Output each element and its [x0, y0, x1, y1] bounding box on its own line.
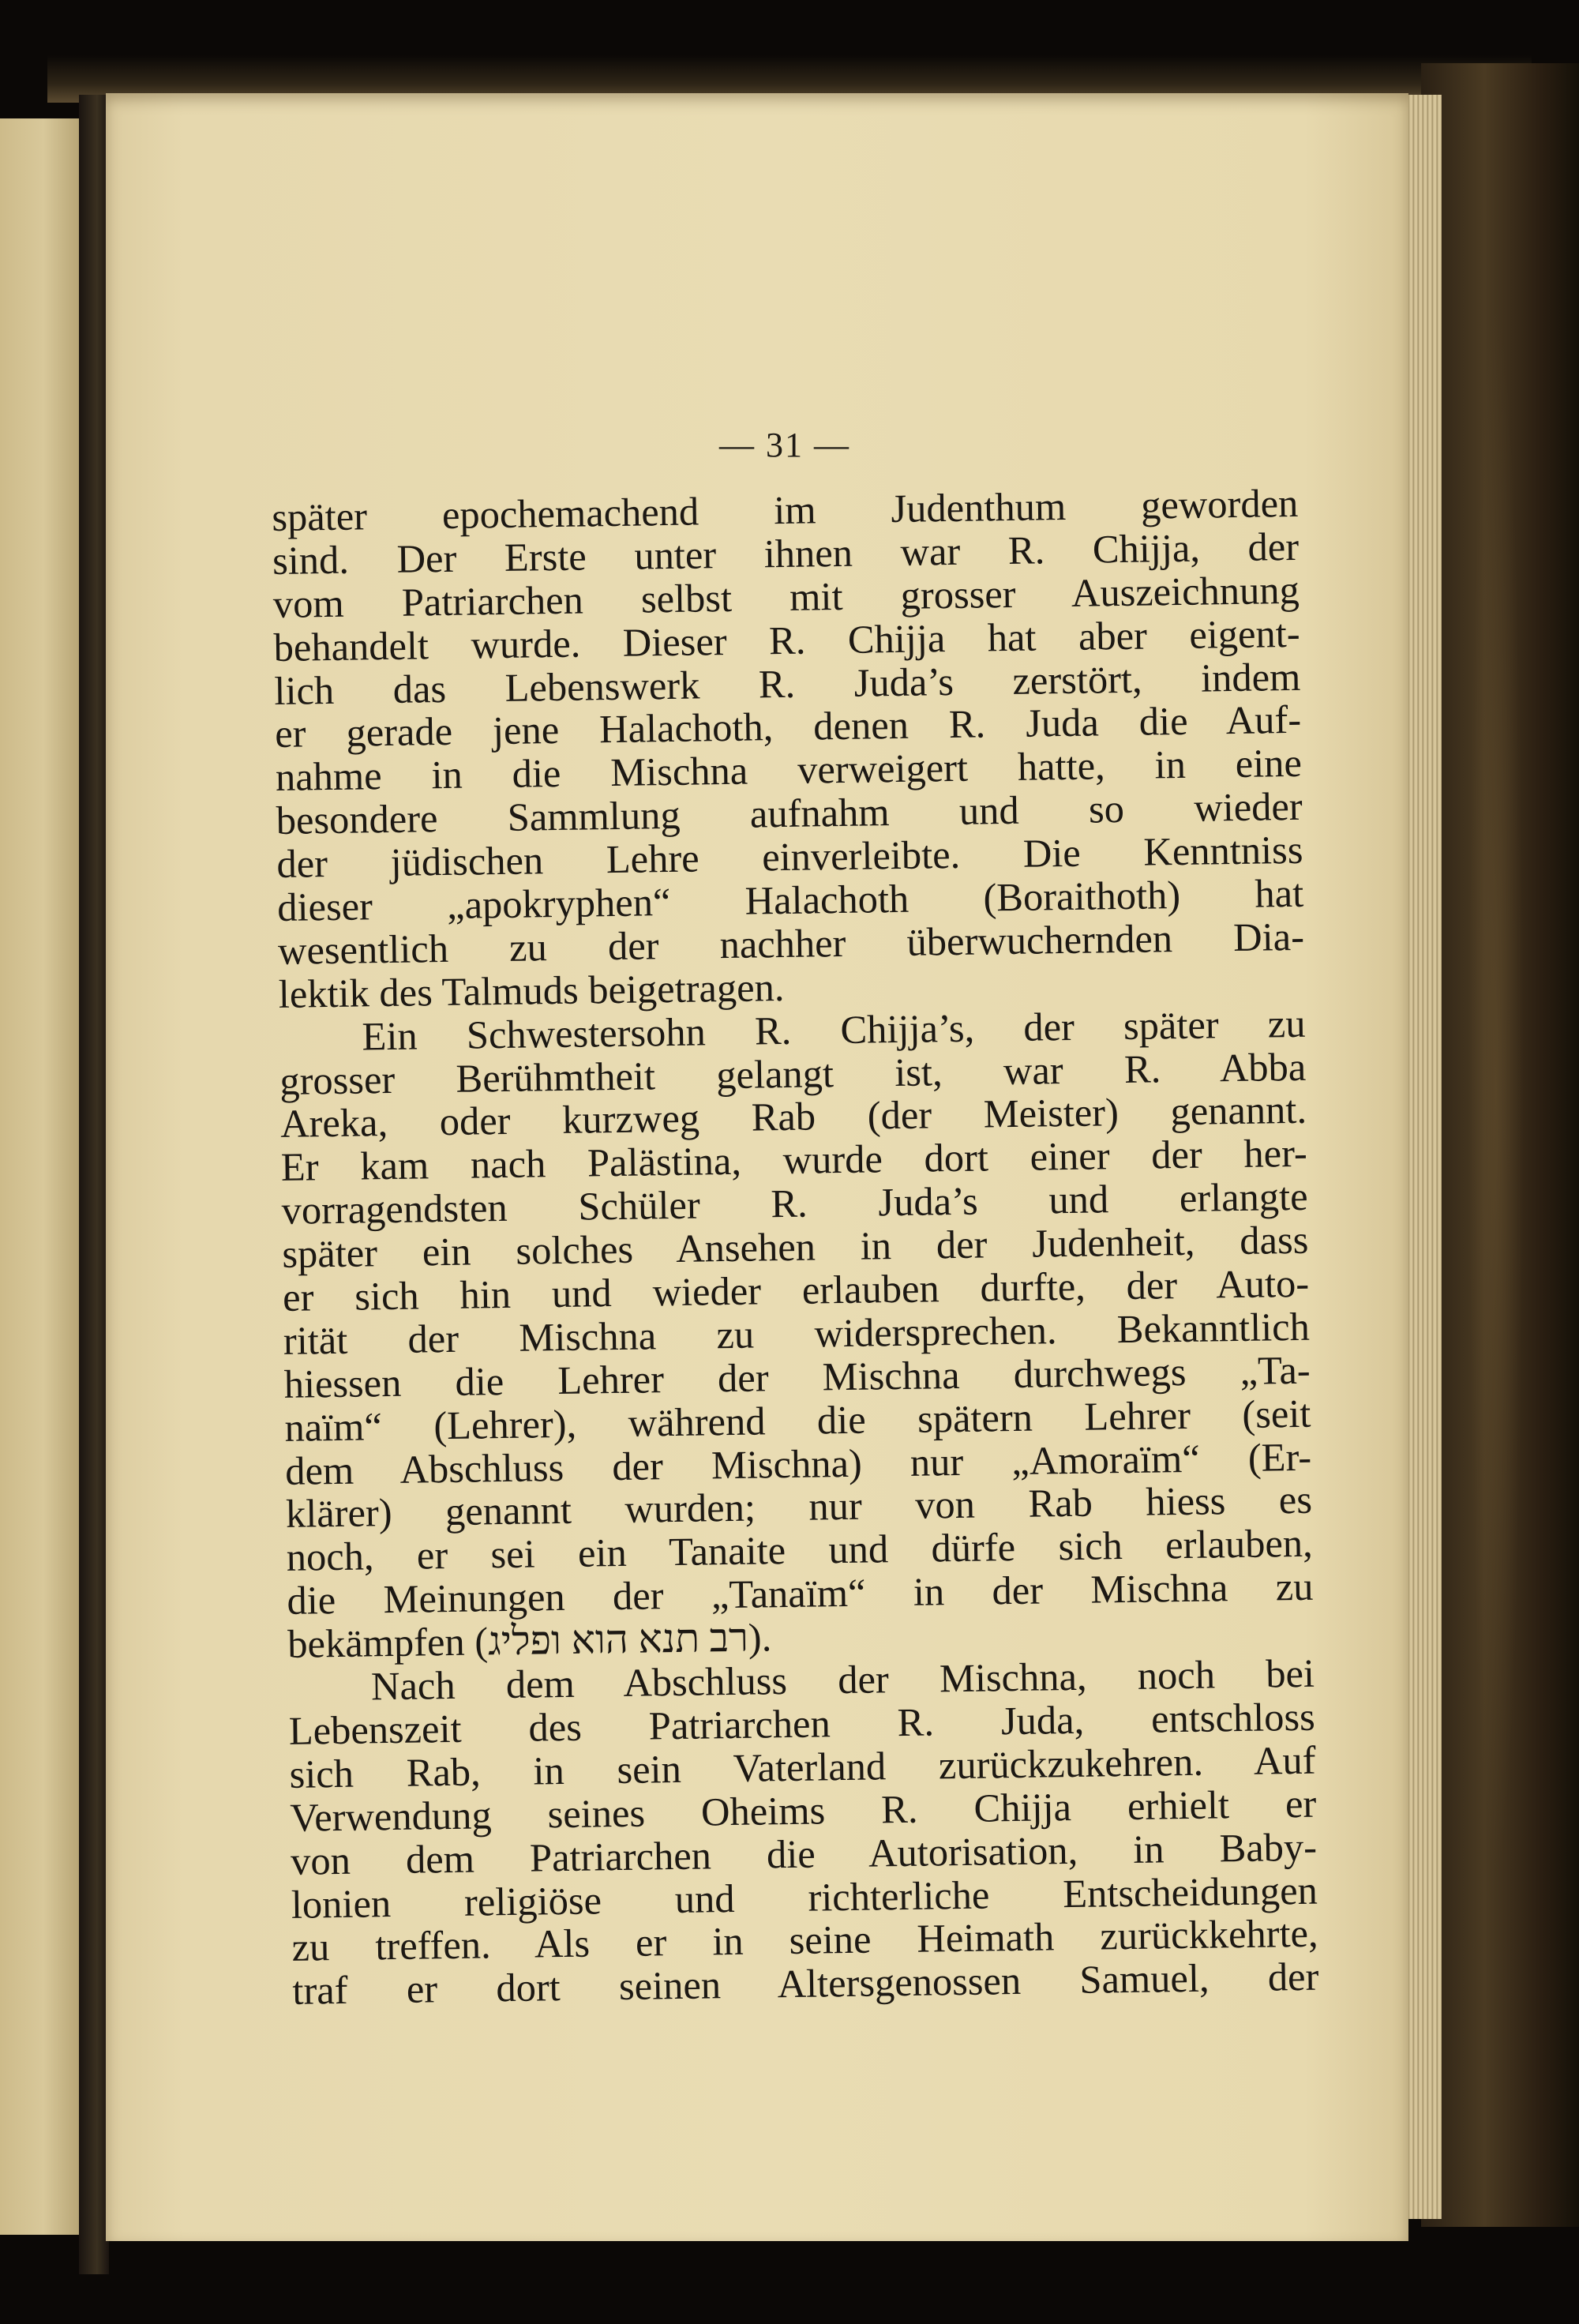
book-cover-right: [1421, 63, 1579, 2227]
text-line: behandelt wurde. Dieser R. Chijja hat aber eigent-: [273, 610, 1300, 670]
text-line: später epochemachend im Judenthum geworden: [271, 480, 1299, 539]
text-line: vorragendsten Schüler R. Juda’s und erlangte: [281, 1174, 1308, 1233]
page-number: — 31 —: [719, 426, 850, 464]
text-line: wesentlich zu der nachher überwuchernden Dia-: [277, 914, 1305, 973]
text-line: später ein solches Ansehen in der Judenheit, dass: [282, 1217, 1309, 1277]
text-line: hiessen die Lehrer der Mischna durchwegs „Ta-: [283, 1347, 1311, 1406]
text-line: sind. Der Erste unter ihnen war R. Chijja, der: [272, 524, 1300, 583]
text-line: vom Patriarchen selbst mit grosser Auszeichnung: [272, 567, 1300, 626]
text-line: Ein Schwestersohn R. Chijja’s, der später zu: [362, 1001, 1306, 1059]
text-line: noch, er sei ein Tanaite und dürfe sich erlauben,: [286, 1521, 1314, 1580]
text-line: dem Abschluss der Mischna) nur „Amoraïm“ (Er-: [284, 1434, 1312, 1493]
text-line: Nach dem Abschluss der Mischna, noch bei: [370, 1650, 1315, 1709]
text-line: er sich hin und wieder erlauben durfte, der Auto-: [282, 1260, 1310, 1320]
page-body-text: [272, 482, 1319, 2013]
text-line: nahme in die Mischna verweigert hatte, in eine: [275, 741, 1303, 800]
text-line: Verwendung seines Oheims R. Chijja erhielt er: [289, 1781, 1317, 1840]
book-page: [106, 93, 1408, 2241]
text-line: traf er dort seinen Altersgenossen Samuel, der: [292, 1954, 1319, 2014]
text-line: die Meinungen der „Tanaïm“ in der Mischna zu: [287, 1564, 1314, 1624]
text-line: naïm“ (Lehrer), während die spätern Lehrer (seit: [284, 1391, 1311, 1450]
book-gutter: [79, 95, 109, 2274]
text-line: lich das Lebenswerk R. Juda’s zerstört, indem: [274, 654, 1301, 713]
text-line: grosser Berühmtheit gelangt ist, war R. Abba: [279, 1044, 1307, 1103]
text-line: Areka, oder kurzweg Rab (der Meister) genannt.: [279, 1087, 1307, 1147]
text-line: lektik des Talmuds beigetragen.: [278, 964, 785, 1016]
text-line: besondere Sammlung aufnahm und so wieder: [276, 784, 1303, 843]
text-line: klärer) genannt wurden; nur von Rab hiess es: [285, 1477, 1313, 1537]
text-line: Lebenszeit des Patriarchen R. Juda, entschloss: [288, 1694, 1316, 1753]
text-line: rität der Mischna zu widersprechen. Bekanntlich: [283, 1304, 1311, 1363]
text-line: zu treffen. Als er in seine Heimath zurückkehrte,: [291, 1911, 1318, 1970]
text-line: er gerade jene Halachoth, denen R. Juda die Auf-: [274, 697, 1302, 757]
left-page-edge: [0, 118, 82, 2235]
text-line: sich Rab, in sein Vaterland zurückzukehren. Auf: [289, 1737, 1316, 1797]
text-line: dieser „apokryphen“ Halachoth (Boraithoth) hat: [276, 870, 1304, 929]
text-line: der jüdischen Lehre einverleibte. Die Kenntniss: [276, 827, 1303, 887]
text-line: lonien religiöse und richterliche Entscheidungen: [291, 1868, 1318, 1927]
text-line: von dem Patriarchen die Autorisation, in Baby-: [290, 1824, 1318, 1883]
page-stack-edges: [1405, 95, 1442, 2219]
text-line: Er kam nach Palästina, wurde dort einer der her-: [280, 1131, 1308, 1190]
text-line: bekämpfen (רב תנא הוא ופליג).: [287, 1615, 772, 1667]
